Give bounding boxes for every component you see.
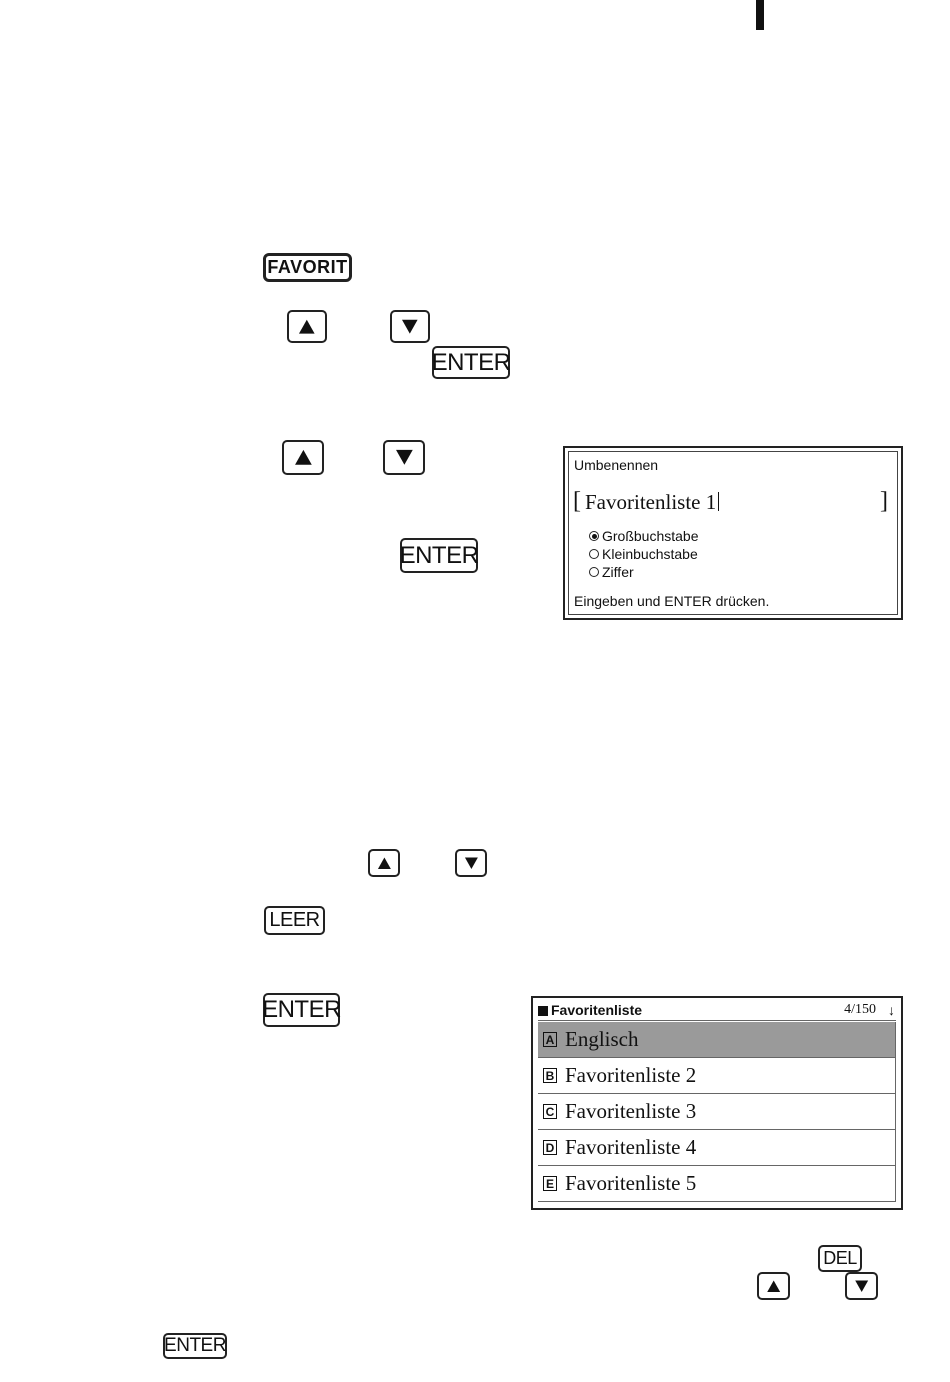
radio-empty-icon bbox=[589, 549, 599, 559]
square-bullet-icon bbox=[538, 1006, 548, 1016]
option-uppercase bbox=[589, 527, 699, 545]
up-arrow-key-icon bbox=[282, 440, 324, 475]
favorites-screen bbox=[531, 996, 903, 1210]
enter-key: ENTER bbox=[400, 538, 478, 573]
favorites-header bbox=[538, 1002, 896, 1021]
screen-title: Umbenennen bbox=[574, 457, 659, 473]
radio-selected-icon bbox=[589, 531, 599, 541]
favorites-list bbox=[538, 1022, 896, 1202]
option-label: Kleinbuchstabe bbox=[602, 546, 698, 562]
item-count: 4/150 bbox=[844, 1002, 876, 1017]
up-arrow-key-icon bbox=[287, 310, 327, 343]
list-item bbox=[538, 1130, 896, 1166]
option-label: Ziffer bbox=[602, 564, 634, 580]
list-item-label: Englisch bbox=[565, 1027, 639, 1051]
bracket-right: ] bbox=[880, 488, 888, 514]
text-cursor bbox=[718, 492, 719, 511]
letter-badge: B bbox=[543, 1068, 557, 1083]
del-key: DEL bbox=[818, 1245, 862, 1272]
enter-key: ENTER bbox=[263, 993, 340, 1027]
list-item-label: Favoritenliste 4 bbox=[565, 1135, 697, 1159]
down-arrow-key-icon bbox=[845, 1272, 878, 1300]
rename-screen bbox=[563, 446, 903, 620]
option-lowercase bbox=[589, 545, 699, 563]
enter-key: ENTER bbox=[432, 346, 510, 379]
name-input bbox=[573, 488, 888, 518]
letter-badge: E bbox=[543, 1176, 557, 1191]
list-item bbox=[538, 1166, 896, 1202]
down-arrow-key-icon bbox=[383, 440, 425, 475]
up-arrow-key-icon bbox=[368, 849, 400, 877]
down-arrow-key-icon bbox=[455, 849, 487, 877]
bracket-left: [ bbox=[573, 488, 581, 514]
list-item bbox=[538, 1094, 896, 1130]
down-arrow-key-icon bbox=[390, 310, 430, 343]
scroll-down-icon: ↓ bbox=[888, 1002, 895, 1018]
name-input-value: Favoritenliste 1 bbox=[585, 490, 717, 514]
favorit-key: FAVORIT bbox=[263, 253, 352, 282]
radio-empty-icon bbox=[589, 567, 599, 577]
list-item-label: Favoritenliste 3 bbox=[565, 1099, 697, 1123]
up-arrow-key-icon bbox=[757, 1272, 790, 1300]
screen-hint: Eingeben und ENTER drücken. bbox=[574, 593, 770, 609]
leer-key: LEER bbox=[264, 906, 325, 935]
list-item bbox=[538, 1058, 896, 1094]
enter-key: ENTER bbox=[163, 1333, 227, 1359]
page-edge-marker bbox=[756, 0, 764, 30]
input-mode-options bbox=[589, 527, 699, 581]
list-item-label: Favoritenliste 5 bbox=[565, 1171, 697, 1195]
letter-badge: A bbox=[543, 1032, 557, 1047]
option-digit bbox=[589, 563, 699, 581]
letter-badge: D bbox=[543, 1140, 557, 1155]
rename-screen-frame bbox=[568, 451, 898, 615]
list-item bbox=[538, 1022, 896, 1058]
option-label: Großbuchstabe bbox=[602, 528, 699, 544]
list-item-label: Favoritenliste 2 bbox=[565, 1063, 697, 1087]
screen-title: Favoritenliste bbox=[551, 1002, 643, 1018]
letter-badge: C bbox=[543, 1104, 557, 1119]
